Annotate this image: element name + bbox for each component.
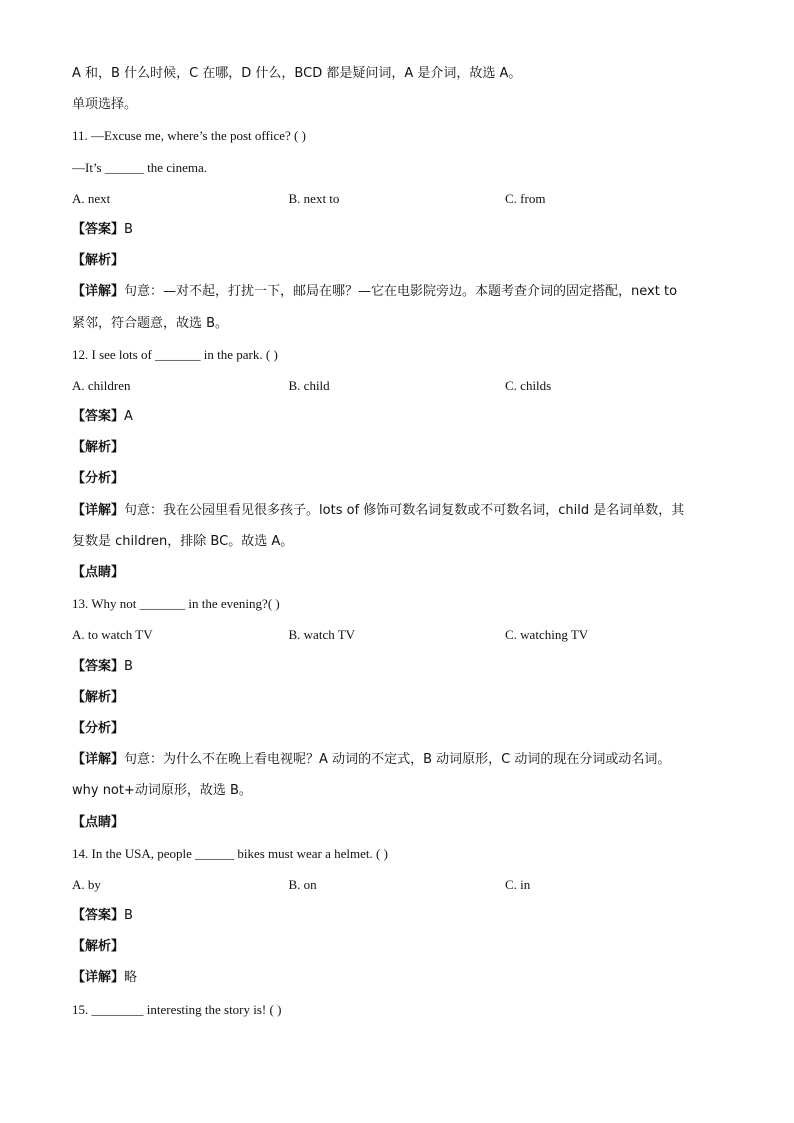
section-label: 解析 <box>85 939 112 955</box>
answer-options <box>72 187 732 218</box>
bracket-close: 】 <box>111 253 125 269</box>
bracket-close: 】 <box>111 502 125 518</box>
label-content: B <box>124 658 133 674</box>
bracket-open: 【 <box>72 814 86 830</box>
bracket-open: 【 <box>72 284 86 300</box>
line-text: 11. —Excuse me, where’s the post office? ( ) <box>72 128 306 144</box>
label-line <box>72 499 732 530</box>
line-text: 15. ________ interesting the story is! ( ) <box>72 1001 282 1017</box>
line-text: 单项选择。 <box>72 97 138 113</box>
bracket-close: 】 <box>111 908 125 924</box>
bracket-close: 】 <box>111 284 125 300</box>
bracket-open: 【 <box>72 689 86 705</box>
label-line <box>72 280 732 311</box>
section-label: 解析 <box>85 253 112 269</box>
line-text: 12. I see lots of _______ in the park. ( ) <box>72 346 278 362</box>
label-line <box>72 655 732 686</box>
section-label: 解析 <box>85 440 112 456</box>
line-text: why not+动词原形，故选 B。 <box>72 783 252 799</box>
option-b: B. child <box>288 377 330 393</box>
option-a: A. by <box>72 876 101 892</box>
question-stem <box>72 998 732 1029</box>
bracket-open: 【 <box>72 440 86 456</box>
question-stem <box>72 842 732 873</box>
document-page <box>72 62 732 1029</box>
label-content: A <box>124 409 133 425</box>
section-label: 详解 <box>85 284 112 300</box>
bracket-close: 】 <box>111 970 125 986</box>
bracket-close: 】 <box>111 440 125 456</box>
label-content: B <box>124 908 133 924</box>
label-line <box>72 935 732 966</box>
section-label: 分析 <box>85 471 112 487</box>
bracket-open: 【 <box>72 720 86 736</box>
option-c: C. watching TV <box>505 627 589 643</box>
section-label: 点睛 <box>85 814 112 830</box>
bracket-open: 【 <box>72 502 86 518</box>
line-text: 紧邻，符合题意，故选 B。 <box>72 315 229 331</box>
bracket-close: 】 <box>111 814 125 830</box>
text-line <box>72 312 732 343</box>
answer-options <box>72 873 732 904</box>
section-label: 答案 <box>85 409 112 425</box>
label-line <box>72 436 732 467</box>
label-content: B <box>124 221 133 237</box>
label-content: 略 <box>124 970 138 986</box>
bracket-close: 】 <box>111 689 125 705</box>
bracket-close: 】 <box>111 939 125 955</box>
label-line <box>72 811 732 842</box>
option-a: A. children <box>72 377 131 393</box>
section-label: 点睛 <box>85 565 112 580</box>
option-c: C. in <box>505 876 531 892</box>
label-line <box>72 249 732 280</box>
bracket-open: 【 <box>72 970 86 986</box>
bracket-open: 【 <box>72 253 86 269</box>
answer-options <box>72 623 732 654</box>
line-text: —It’s ______ the cinema. <box>72 159 208 175</box>
option-a: A. to watch TV <box>72 627 153 643</box>
bracket-open: 【 <box>72 221 86 237</box>
label-line <box>72 467 732 498</box>
section-label: 详解 <box>85 970 112 986</box>
label-line <box>72 966 732 997</box>
bracket-open: 【 <box>72 471 86 487</box>
label-line <box>72 717 732 748</box>
bracket-close: 】 <box>111 471 125 487</box>
text-line <box>72 93 732 124</box>
bracket-close: 】 <box>111 221 125 237</box>
label-content: 句意：为什么不在晚上看电视呢？A 动词的不定式，B 动词原形，C 动词的现在分词或动名词。 <box>124 752 671 768</box>
label-line <box>72 405 732 436</box>
option-b: B. next to <box>288 190 340 206</box>
option-c: C. childs <box>505 377 552 393</box>
label-line <box>72 904 732 935</box>
bracket-close: 】 <box>111 752 125 768</box>
text-line <box>72 156 732 187</box>
section-label: 解析 <box>85 689 112 705</box>
option-b: B. on <box>288 876 317 892</box>
option-c: C. from <box>505 190 546 206</box>
bracket-open: 【 <box>72 409 86 425</box>
section-label: 答案 <box>85 221 112 237</box>
option-b: B. watch TV <box>288 627 356 643</box>
label-content: 句意：我在公园里看见很多孩子。lots of 修饰可数名词复数或不可数名词，child 是名词单数，其 <box>124 502 685 518</box>
line-text: 复数是 children，排除 BC。故选 A。 <box>72 533 294 549</box>
bracket-close: 】 <box>111 409 125 425</box>
bracket-close: 】 <box>111 565 125 580</box>
bracket-open: 【 <box>72 939 86 955</box>
question-stem <box>72 343 732 374</box>
label-content: 句意：—对不起，打扰一下，邮局在哪？—它在电影院旁边。本题考查介词的固定搭配，next to <box>124 284 678 300</box>
text-line <box>72 530 732 561</box>
bracket-open: 【 <box>72 752 86 768</box>
text-line <box>72 779 732 810</box>
bracket-close: 】 <box>111 658 125 674</box>
section-label: 答案 <box>85 908 112 924</box>
line-text: A 和，B 什么时候，C 在哪，D 什么，BCD 都是疑问词，A 是介词，故选 A。 <box>72 66 522 81</box>
answer-options <box>72 374 732 405</box>
section-label: 详解 <box>85 502 112 518</box>
label-line <box>72 218 732 249</box>
section-label: 详解 <box>85 752 112 768</box>
option-a: A. next <box>72 190 111 206</box>
bracket-open: 【 <box>72 658 86 674</box>
line-text: 14. In the USA, people ______ bikes must wear a helmet. ( ) <box>72 845 388 861</box>
section-label: 答案 <box>85 658 112 674</box>
line-text: 13. Why not _______ in the evening?( ) <box>72 596 280 612</box>
bracket-open: 【 <box>72 908 86 924</box>
question-stem <box>72 592 732 623</box>
label-line <box>72 561 732 592</box>
label-line <box>72 686 732 717</box>
bracket-close: 】 <box>111 720 125 736</box>
label-line <box>72 748 732 779</box>
section-label: 分析 <box>85 720 112 736</box>
bracket-open: 【 <box>72 565 86 580</box>
question-stem <box>72 124 732 155</box>
text-line <box>72 62 732 93</box>
